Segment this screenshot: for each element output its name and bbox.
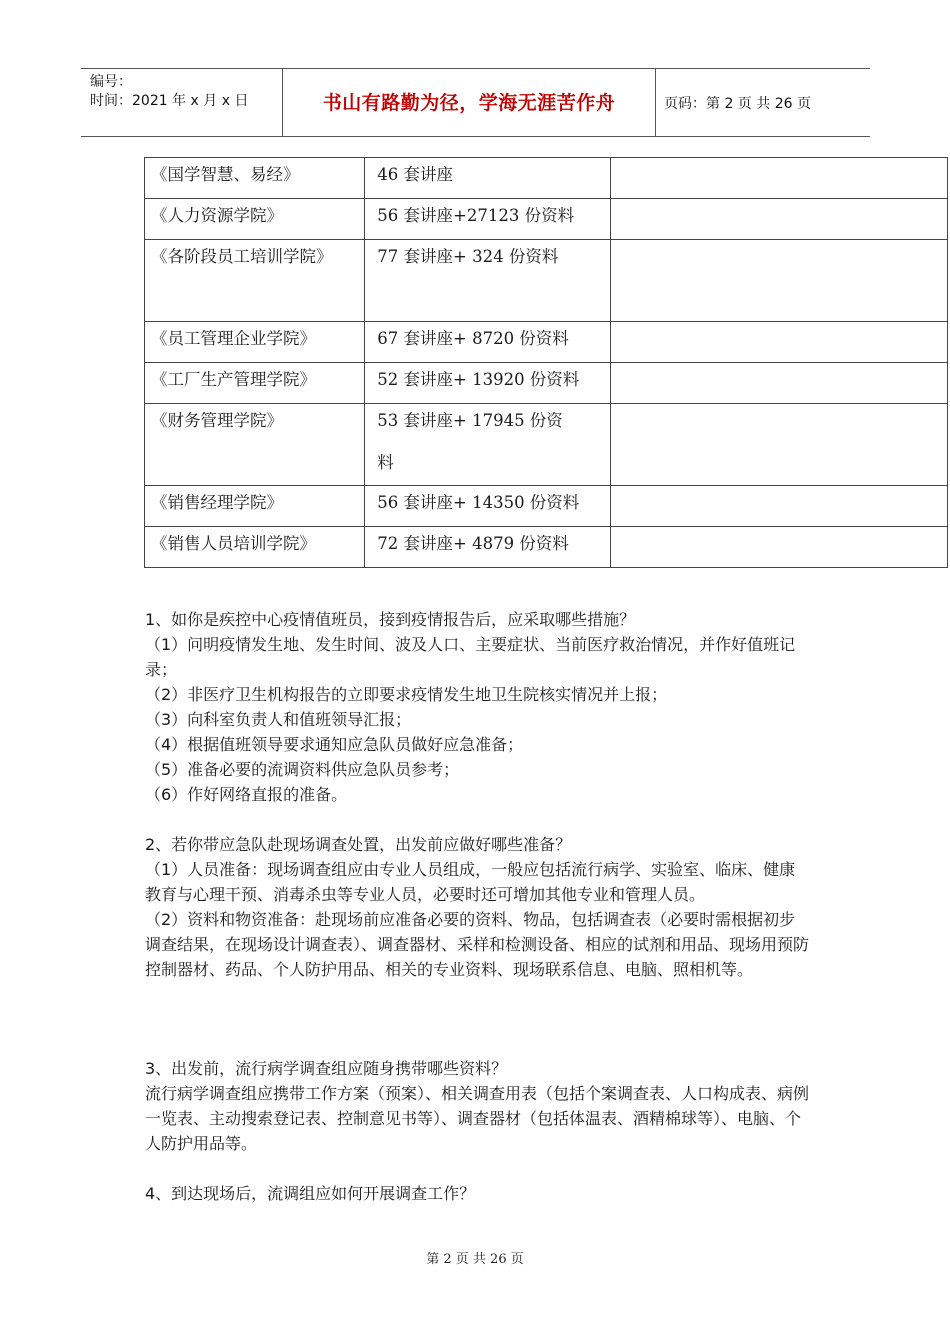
table-row <box>145 486 948 527</box>
course-content-cell <box>365 158 610 199</box>
course-content: 46 套讲座 <box>377 165 454 184</box>
course-content: 53 套讲座+ 17945 份资料 <box>377 411 563 472</box>
header-motto: 书山有路勤为径，学海无涯苦作舟 <box>322 92 616 114</box>
course-name: 《员工管理企业学院》 <box>151 329 316 348</box>
question-2-section <box>145 832 810 982</box>
document-date: 时间：2021 年 x 月 x 日 <box>90 93 249 109</box>
course-content-cell <box>365 363 610 404</box>
course-name: 《销售经理学院》 <box>151 493 283 512</box>
question-1-section <box>145 607 810 807</box>
course-content: 72 套讲座+ 4879 份资料 <box>377 534 569 553</box>
question-4-section <box>145 1181 810 1206</box>
table-row <box>145 322 948 363</box>
header-divider-right <box>655 69 656 137</box>
question-2-item: （2）资料和物资准备：赴现场前应准备必要的资料、物品，包括调查表（必要时需根据初步调查结果，在现场设计调查表）、调查器材、采样和检测设备、相应的试剂和用品、现场用预防控制器材、药品、个人防护用品、相关的专业资料、现场联系信息、电脑、照相机等。 <box>145 910 810 979</box>
course-note-cell <box>610 363 947 404</box>
course-content: 52 套讲座+ 13920 份资料 <box>377 370 580 389</box>
course-note-cell <box>610 322 947 363</box>
course-name: 《财务管理学院》 <box>151 411 283 430</box>
course-note-cell <box>610 527 947 568</box>
course-content-cell <box>365 240 610 322</box>
course-note-cell <box>610 199 947 240</box>
course-name-cell <box>145 404 365 486</box>
question-1-item: （4）根据值班领导要求通知应急队员做好应急准备； <box>145 735 524 754</box>
course-name: 《各阶段员工培训学院》 <box>151 247 333 266</box>
course-content-cell <box>365 199 610 240</box>
course-note-cell <box>610 486 947 527</box>
question-2-item: （1）人员准备：现场调查组应由专业人员组成，一般应包括流行病学、实验室、临床、健康教育与心理干预、消毒杀虫等专业人员，必要时还可增加其他专业和管理人员。 <box>145 860 796 904</box>
question-1-item: （5）准备必要的流调资料供应急队员参考； <box>145 760 460 779</box>
question-3-title: 3、出发前，流行病学调查组应随身携带哪些资料？ <box>145 1059 508 1078</box>
document-number-label: 编号： <box>90 74 132 90</box>
course-content: 56 套讲座+ 14350 份资料 <box>377 493 580 512</box>
question-1-item: （6）作好网络直报的准备。 <box>145 785 348 804</box>
course-content-cell <box>365 486 610 527</box>
table-row <box>145 199 948 240</box>
course-table <box>144 157 948 568</box>
question-3-section <box>145 1056 810 1156</box>
question-1-item: （2）非医疗卫生机构报告的立即要求疫情发生地卫生院核实情况并上报； <box>145 685 668 704</box>
page-footer: 第 2 页 共 26 页 <box>426 1252 524 1267</box>
header-page-info: 页码：第 2 页 共 26 页 <box>664 96 811 112</box>
table-row <box>145 527 948 568</box>
header-top-rule <box>81 68 870 69</box>
table-row <box>145 363 948 404</box>
question-2-title: 2、若你带应急队赴现场调查处置，出发前应做好哪些准备？ <box>145 835 572 854</box>
course-name: 《人力资源学院》 <box>151 206 283 225</box>
question-3-answer: 流行病学调查组应携带工作方案（预案）、相关调查用表（包括个案调查表、人口构成表、病例一览表、主动搜索登记表、控制意见书等）、调查器材（包括体温表、酒精棉球等）、电脑、个人防护用品等。 <box>145 1084 810 1153</box>
course-name-cell <box>145 199 365 240</box>
course-content-cell <box>365 404 610 486</box>
course-name: 《国学智慧、易经》 <box>151 165 300 184</box>
question-1-item: （3）向科室负责人和值班领导汇报； <box>145 710 412 729</box>
question-1-item: （1）问明疫情发生地、发生时间、波及人口、主要症状、当前医疗救治情况，并作好值班记录； <box>145 635 796 679</box>
table-row <box>145 240 948 322</box>
course-content: 67 套讲座+ 8720 份资料 <box>377 329 569 348</box>
course-content-cell <box>365 527 610 568</box>
course-name-cell <box>145 486 365 527</box>
question-1-title: 1、如你是疾控中心疫情值班员，接到疫情报告后，应采取哪些措施？ <box>145 610 636 629</box>
course-note-cell <box>610 240 947 322</box>
table-row <box>145 404 948 486</box>
course-name-cell <box>145 322 365 363</box>
course-name: 《工厂生产管理学院》 <box>151 370 316 389</box>
course-content: 77 套讲座+ 324 份资料 <box>377 247 559 266</box>
course-content-cell <box>365 322 610 363</box>
course-note-cell <box>610 404 947 486</box>
course-content: 56 套讲座+27123 份资料 <box>377 206 575 225</box>
table-row <box>145 158 948 199</box>
course-name-cell <box>145 527 365 568</box>
header-bottom-rule <box>81 136 870 137</box>
course-name-cell <box>145 240 365 322</box>
course-name-cell <box>145 363 365 404</box>
course-name-cell <box>145 158 365 199</box>
course-note-cell <box>610 158 947 199</box>
question-4-title: 4、到达现场后，流调组应如何开展调查工作？ <box>145 1184 476 1203</box>
course-name: 《销售人员培训学院》 <box>151 534 316 553</box>
